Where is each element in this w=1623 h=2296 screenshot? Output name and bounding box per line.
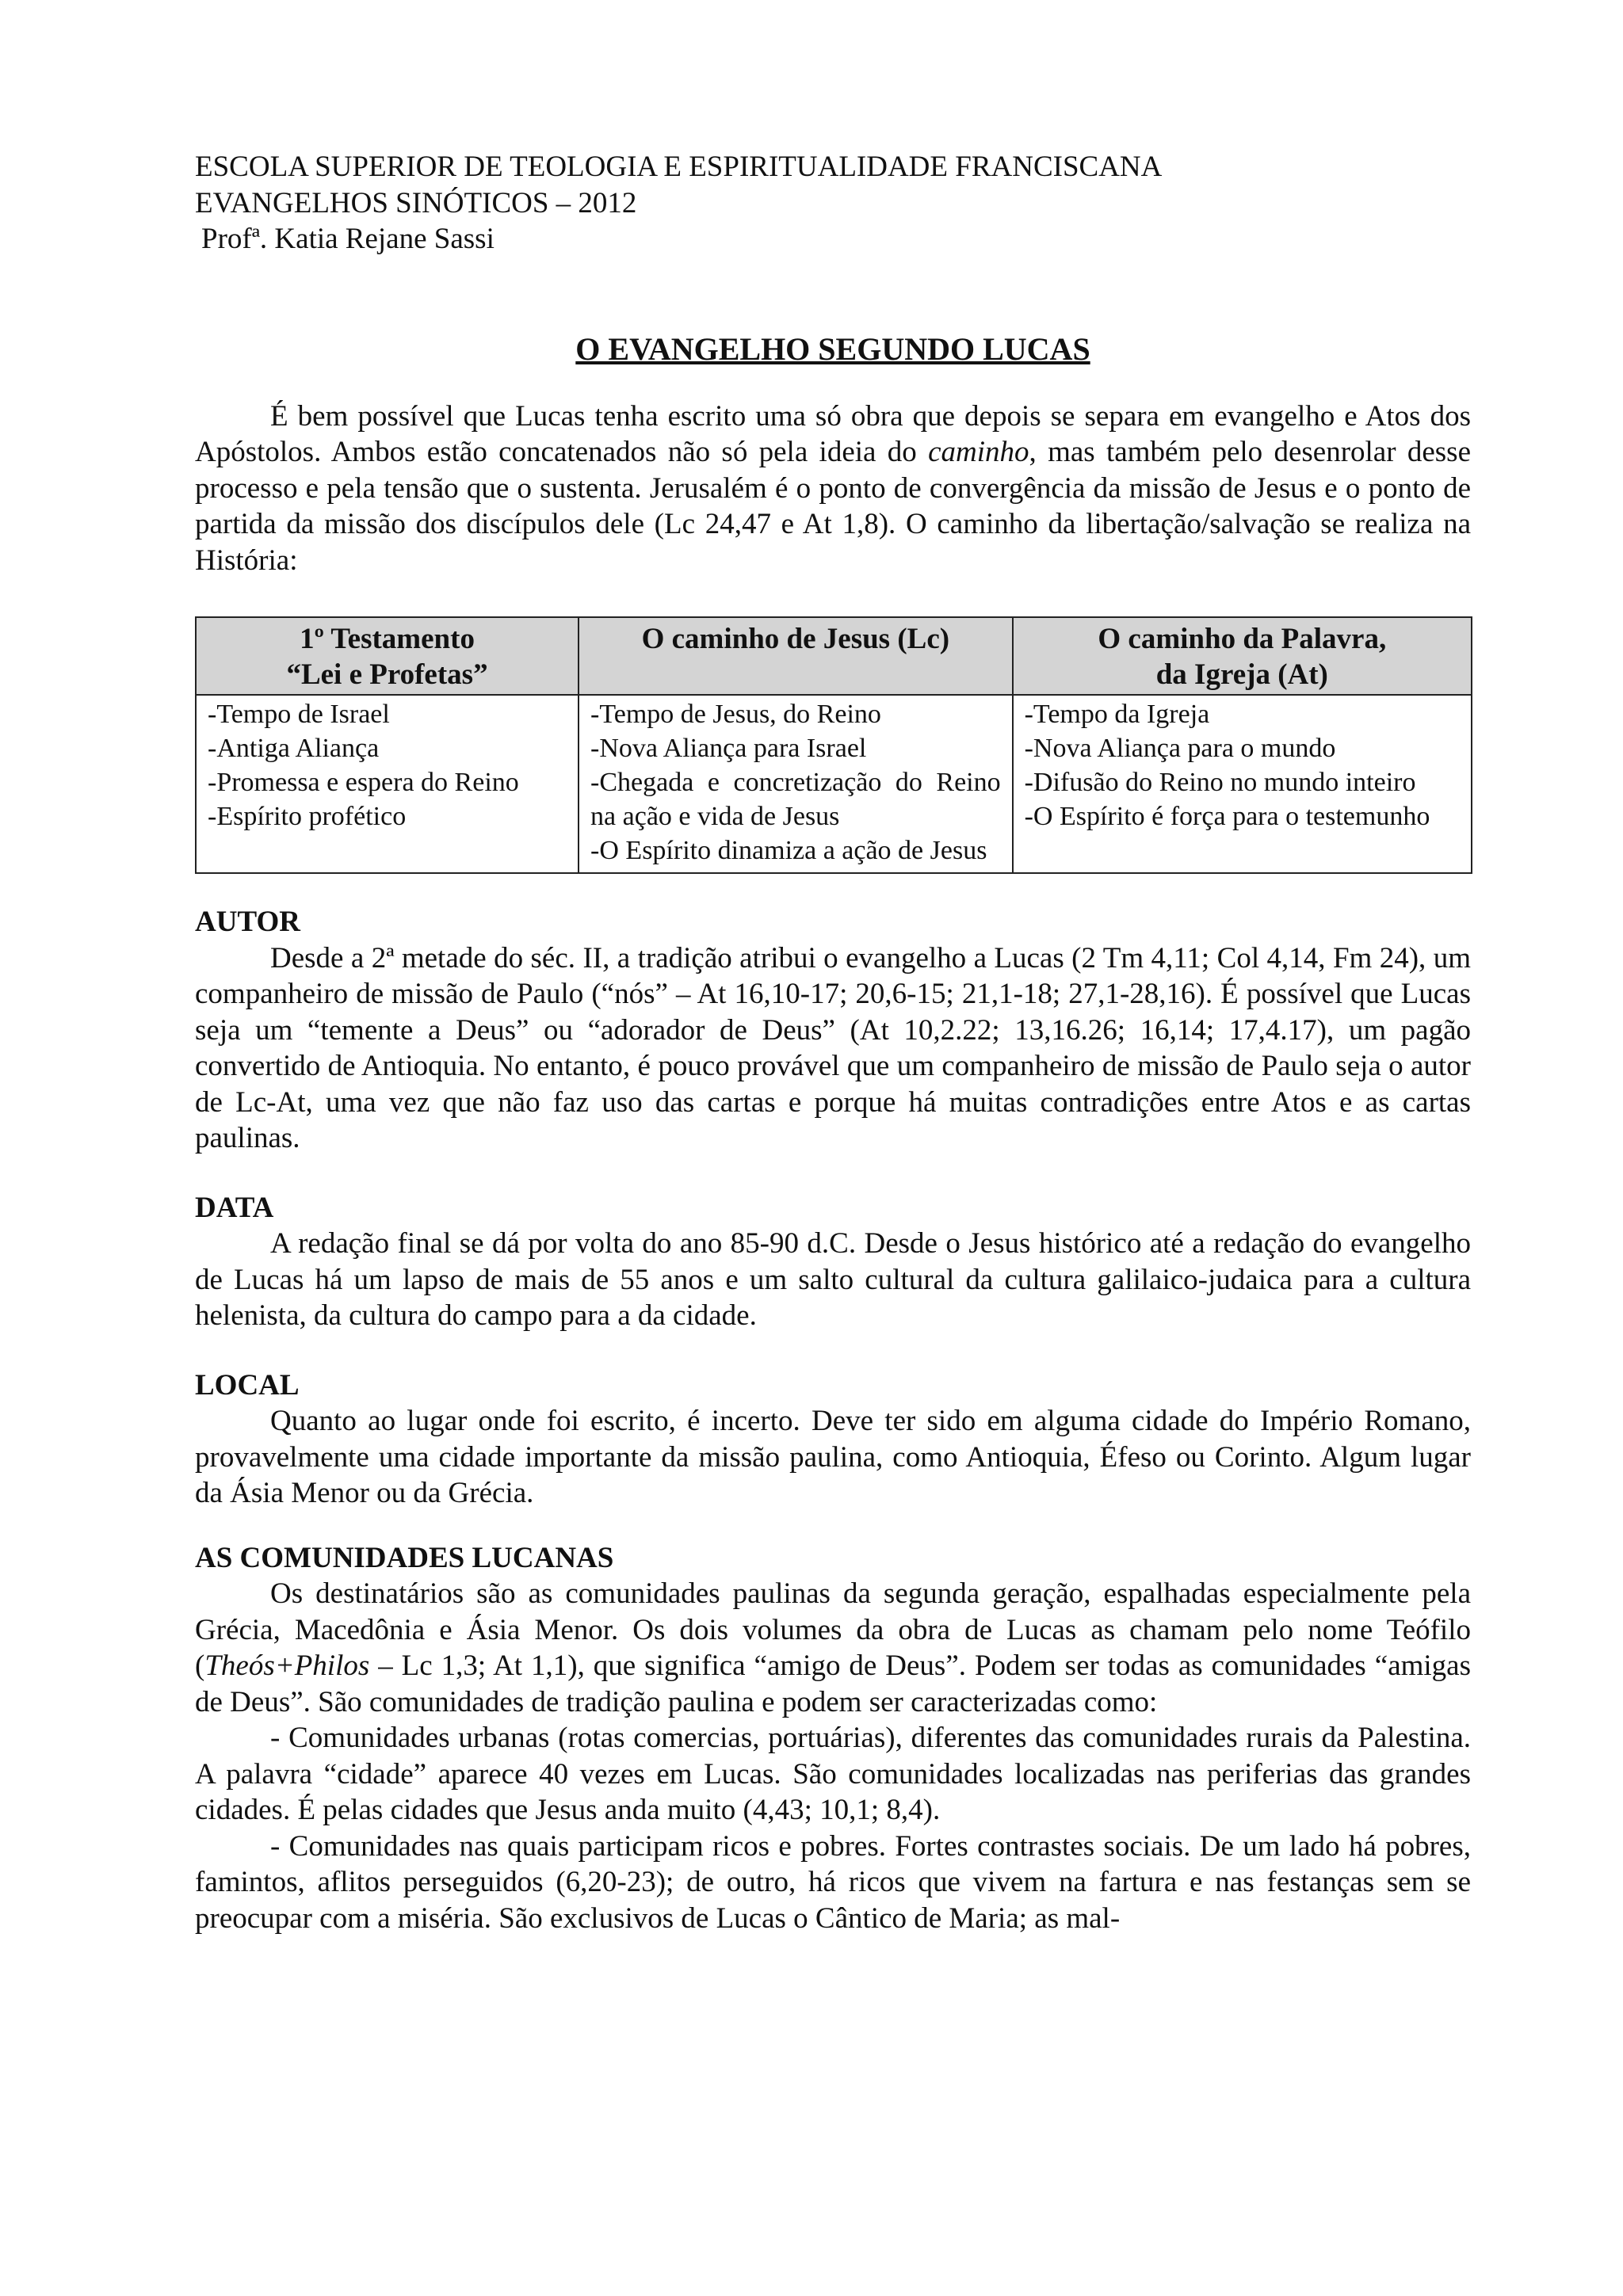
local-paragraph: Quanto ao lugar onde foi escrito, é incerto. Deve ter sido em alguma cidade do Império Romano, provavelmente uma cidade importante da missão paulina, como Antioquia, Éfeso ou Corinto. Algum lugar da Ásia Menor ou da Grécia. xyxy=(195,1405,1471,1509)
intro-paragraph: É bem possível que Lucas tenha escrito uma só obra que depois se separa em evangelho e Atos dos Apóstolos. Ambos estão concatenados não só pela ideia do caminho, mas também pelo desenrolar desse processo e pela tensão que o sustenta. Jerusalém é o ponto de convergência da missão de Jesus e o ponto de partida da missão dos discípulos dele (Lc 24,47 e At 1,8). O caminho da libertação/salvação se realiza na História: xyxy=(195,399,1471,577)
section-heading-local: LOCAL xyxy=(195,1368,300,1402)
table-cell-old-testament: -Tempo de Israel -Antiga Aliança -Promessa e espera do Reino -Espírito profético xyxy=(196,695,579,873)
section-heading-data: DATA xyxy=(195,1191,274,1224)
table-header-cell: 1º Testamento “Lei e Profetas” xyxy=(196,617,579,695)
table-header-row xyxy=(196,617,1472,695)
data-paragraph: A redação final se dá por volta do ano 85-90 d.C. Desde o Jesus histórico até a redação do evangelho de Lucas há um lapso de mais de 55 anos e um salto cultural da cultura galilaico-judaica para a cultura helenista, da cultura do campo para a da cidade. xyxy=(195,1227,1471,1332)
list-item: - Comunidades nas quais participam ricos e pobres. Fortes contrastes sociais. De um lado há pobres, famintos, aflitos perseguidos (6,20-23); de outro, há ricos que vivem na fartura e nas festanças sem se preocupar com a miséria. São exclusivos de Lucas o Cântico de Maria; as mal- xyxy=(195,1829,1471,1935)
comunidades-paragraph: Os destinatários são as comunidades paulinas da segunda geração, espalhadas especialmente pela Grécia, Macedônia e Ásia Menor. Os dois volumes da obra de Lucas as chamam pelo nome Teófilo (Theós+Philos – Lc 1,3; At 1,1), que significa “amigo de Deus”. Podem ser todas as comunidades “amigas de Deus”. São comunidades de tradição paulina e podem ser caracterizadas como: xyxy=(195,1577,1471,1718)
table-header-cell: O caminho da Palavra, da Igreja (At) xyxy=(1013,617,1472,695)
comparison-table xyxy=(195,616,1472,874)
table-cell-jesus-path: -Tempo de Jesus, do Reino -Nova Aliança para Israel -Chegada e concretização do Reino na ação e vida de Jesus -O Espírito dinamiza a ação de Jesus xyxy=(579,695,1013,873)
course-name: EVANGELHOS SINÓTICOS – 2012 xyxy=(195,186,637,219)
section-heading-autor: AUTOR xyxy=(195,906,300,938)
page-title: O EVANGELHO SEGUNDO LUCAS xyxy=(575,330,1090,367)
table-cell-church-path: -Tempo da Igreja -Nova Aliança para o mundo -Difusão do Reino no mundo inteiro -O Espírito é força para o testemunho xyxy=(1013,695,1472,873)
document-body xyxy=(195,149,1471,1936)
section-heading-comunidades: AS COMUNIDADES LUCANAS xyxy=(195,1541,614,1574)
table-header-cell: O caminho de Jesus (Lc) xyxy=(579,617,1013,695)
autor-paragraph: Desde a 2ª metade do séc. II, a tradição atribui o evangelho a Lucas (2 Tm 4,11; Col 4,14, Fm 24), um companheiro de missão de Paulo (“nós” – At 16,10-17; 20,6-15; 21,1-18; 27,1-28,16). É possível que Lucas seja um “temente a Deus” ou “adorador de Deus” (At 10,2.22; 13,16.26; 16,14; 17,4.17), um pagão convertido de Antioquia. No entanto, é pouco provável que um companheiro de missão de Paulo seja o autor de Lc-At, uma vez que não faz uso das cartas e porque há muitas contradições entre Atos e as cartas paulinas. xyxy=(195,941,1471,1154)
table-row xyxy=(196,695,1472,873)
list-item: - Comunidades urbanas (rotas comercias, portuárias), diferentes das comunidades rurais da Palestina. A palavra “cidade” aparece 40 vezes em Lucas. São comunidades localizadas nas periferias das grandes cidades. É pelas cidades que Jesus anda muito (4,43; 10,1; 8,4). xyxy=(195,1722,1471,1826)
professor-name: Profª. Katia Rejane Sassi xyxy=(201,223,495,255)
school-name: ESCOLA SUPERIOR DE TEOLOGIA E ESPIRITUALIDADE FRANCISCANA xyxy=(195,151,1163,183)
